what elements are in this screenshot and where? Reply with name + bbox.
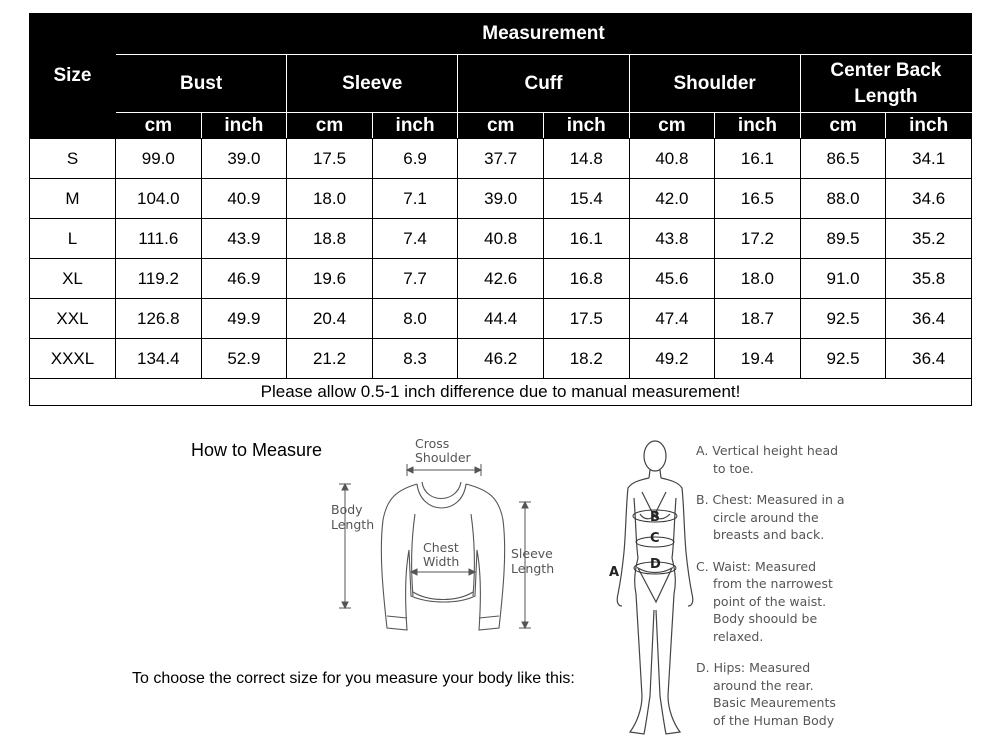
value-cell: 37.7 xyxy=(458,139,544,179)
value-cell: 16.1 xyxy=(543,219,629,259)
value-cell: 91.0 xyxy=(800,259,886,299)
marker-c: C xyxy=(650,531,660,546)
value-cell: 18.2 xyxy=(543,339,629,379)
value-cell: 86.5 xyxy=(800,139,886,179)
measure-instruction-text: To choose the correct size for you measure your body like this: xyxy=(132,670,575,687)
value-cell: 17.5 xyxy=(543,299,629,339)
value-cell: 45.6 xyxy=(629,259,715,299)
measurement-note xyxy=(696,558,856,646)
value-cell: 88.0 xyxy=(800,179,886,219)
cross-shoulder-label-line1: Cross xyxy=(415,436,450,451)
value-cell: 49.2 xyxy=(629,339,715,379)
value-cell: 92.5 xyxy=(800,339,886,379)
size-cell: XL xyxy=(30,259,116,299)
value-cell: 7.1 xyxy=(372,179,458,219)
value-cell: 40.8 xyxy=(458,219,544,259)
note-line: Body shoould be xyxy=(713,611,818,626)
unit-header-7: inch xyxy=(715,113,801,139)
value-cell: 43.8 xyxy=(629,219,715,259)
group-header-bust: Bust xyxy=(116,55,287,113)
value-cell: 18.0 xyxy=(715,259,801,299)
value-cell: 16.5 xyxy=(715,179,801,219)
value-cell: 104.0 xyxy=(116,179,202,219)
sleeve-length-label-line1: Sleeve xyxy=(511,546,553,561)
value-cell: 36.4 xyxy=(886,299,972,339)
value-cell: 39.0 xyxy=(458,179,544,219)
value-cell: 34.1 xyxy=(886,139,972,179)
sweater-measure-illustration xyxy=(325,432,565,642)
marker-d: D xyxy=(650,557,661,572)
value-cell: 14.8 xyxy=(543,139,629,179)
body-length-label-line2: Length xyxy=(331,517,375,532)
value-cell: 47.4 xyxy=(629,299,715,339)
unit-header-5: inch xyxy=(543,113,629,139)
value-cell: 134.4 xyxy=(116,339,202,379)
value-cell: 8.3 xyxy=(372,339,458,379)
unit-header-0: cm xyxy=(116,113,202,139)
how-to-measure-title: How to Measure xyxy=(191,440,323,460)
group-header-shoulder: Shoulder xyxy=(629,55,800,113)
value-cell: 18.0 xyxy=(287,179,373,219)
value-cell: 19.6 xyxy=(287,259,373,299)
table-row xyxy=(30,299,972,339)
table-row xyxy=(30,259,972,299)
value-cell: 35.8 xyxy=(886,259,972,299)
note-first-line: C. Waist: Measured xyxy=(696,558,817,574)
group-header-center-back-length: Center Back Length xyxy=(800,55,971,113)
note-line: to toe. xyxy=(713,460,754,476)
size-cell: L xyxy=(30,219,116,259)
note-first-line: D. Hips: Measured xyxy=(696,660,811,675)
note-line: point of the waist. xyxy=(713,593,827,609)
value-cell: 42.0 xyxy=(629,179,715,219)
note-line: around the rear. xyxy=(713,677,814,693)
unit-header-4: cm xyxy=(458,113,544,139)
note-line: of the Human Body xyxy=(713,712,835,728)
value-cell: 111.6 xyxy=(116,219,202,259)
size-chart-table xyxy=(29,13,972,406)
value-cell: 39.0 xyxy=(201,139,287,179)
measurement-notes xyxy=(696,442,856,743)
value-cell: 46.9 xyxy=(201,259,287,299)
value-cell: 46.2 xyxy=(458,339,544,379)
value-cell: 40.8 xyxy=(629,139,715,179)
sleeve-length-label-line2: Length xyxy=(511,561,555,576)
table-row xyxy=(30,219,972,259)
note-line: relaxed. xyxy=(713,628,764,644)
note-first-line: A. Vertical height head xyxy=(696,443,839,458)
measurement-header: Measurement xyxy=(116,14,972,55)
value-cell: 89.5 xyxy=(800,219,886,259)
note-line: circle around the xyxy=(713,509,819,525)
chest-width-label-line1: Chest xyxy=(423,540,459,555)
value-cell: 16.1 xyxy=(715,139,801,179)
value-cell: 15.4 xyxy=(543,179,629,219)
measurement-note xyxy=(696,491,856,544)
value-cell: 16.8 xyxy=(543,259,629,299)
value-cell: 119.2 xyxy=(116,259,202,299)
size-cell: S xyxy=(30,139,116,179)
value-cell: 17.2 xyxy=(715,219,801,259)
value-cell: 35.2 xyxy=(886,219,972,259)
table-row xyxy=(30,139,972,179)
size-cell: XXXL xyxy=(30,339,116,379)
size-cell: XXL xyxy=(30,299,116,339)
body-length-label-line1: Body xyxy=(331,502,363,517)
value-cell: 6.9 xyxy=(372,139,458,179)
marker-b: B xyxy=(650,510,660,525)
value-cell: 43.9 xyxy=(201,219,287,259)
measurement-note xyxy=(696,442,856,477)
size-rows xyxy=(30,139,972,379)
value-cell: 7.7 xyxy=(372,259,458,299)
table-row xyxy=(30,339,972,379)
value-cell: 19.4 xyxy=(715,339,801,379)
note-line: from the narrowest xyxy=(713,576,833,591)
value-cell: 126.8 xyxy=(116,299,202,339)
value-cell: 21.2 xyxy=(287,339,373,379)
value-cell: 49.9 xyxy=(201,299,287,339)
group-header-sleeve: Sleeve xyxy=(287,55,458,113)
chest-width-label-line2: Width xyxy=(423,554,460,569)
unit-header-8: cm xyxy=(800,113,886,139)
value-cell: 7.4 xyxy=(372,219,458,259)
value-cell: 18.8 xyxy=(287,219,373,259)
value-cell: 20.4 xyxy=(287,299,373,339)
value-cell: 36.4 xyxy=(886,339,972,379)
measurement-note xyxy=(696,659,856,729)
value-cell: 34.6 xyxy=(886,179,972,219)
size-column-header: Size xyxy=(30,14,116,139)
body-measure-illustration xyxy=(604,434,694,750)
value-cell: 92.5 xyxy=(800,299,886,339)
group-header-cuff: Cuff xyxy=(458,55,629,113)
unit-header-6: cm xyxy=(629,113,715,139)
size-cell: M xyxy=(30,179,116,219)
table-row xyxy=(30,179,972,219)
marker-a: A xyxy=(609,565,620,580)
note-line: Basic Meaurements xyxy=(713,695,836,710)
value-cell: 18.7 xyxy=(715,299,801,339)
unit-header-row xyxy=(30,113,972,139)
value-cell: 99.0 xyxy=(116,139,202,179)
unit-header-1: inch xyxy=(201,113,287,139)
value-cell: 17.5 xyxy=(287,139,373,179)
unit-header-9: inch xyxy=(886,113,972,139)
note-first-line: B. Chest: Measured in a xyxy=(696,492,845,507)
value-cell: 8.0 xyxy=(372,299,458,339)
note-line: breasts and back. xyxy=(713,527,825,542)
unit-header-3: inch xyxy=(372,113,458,139)
value-cell: 52.9 xyxy=(201,339,287,379)
value-cell: 40.9 xyxy=(201,179,287,219)
cross-shoulder-label-line2: Shoulder xyxy=(415,450,471,465)
unit-header-2: cm xyxy=(287,113,373,139)
value-cell: 44.4 xyxy=(458,299,544,339)
value-cell: 42.6 xyxy=(458,259,544,299)
manual-measurement-note: Please allow 0.5-1 inch difference due to manual measurement! xyxy=(30,379,972,406)
